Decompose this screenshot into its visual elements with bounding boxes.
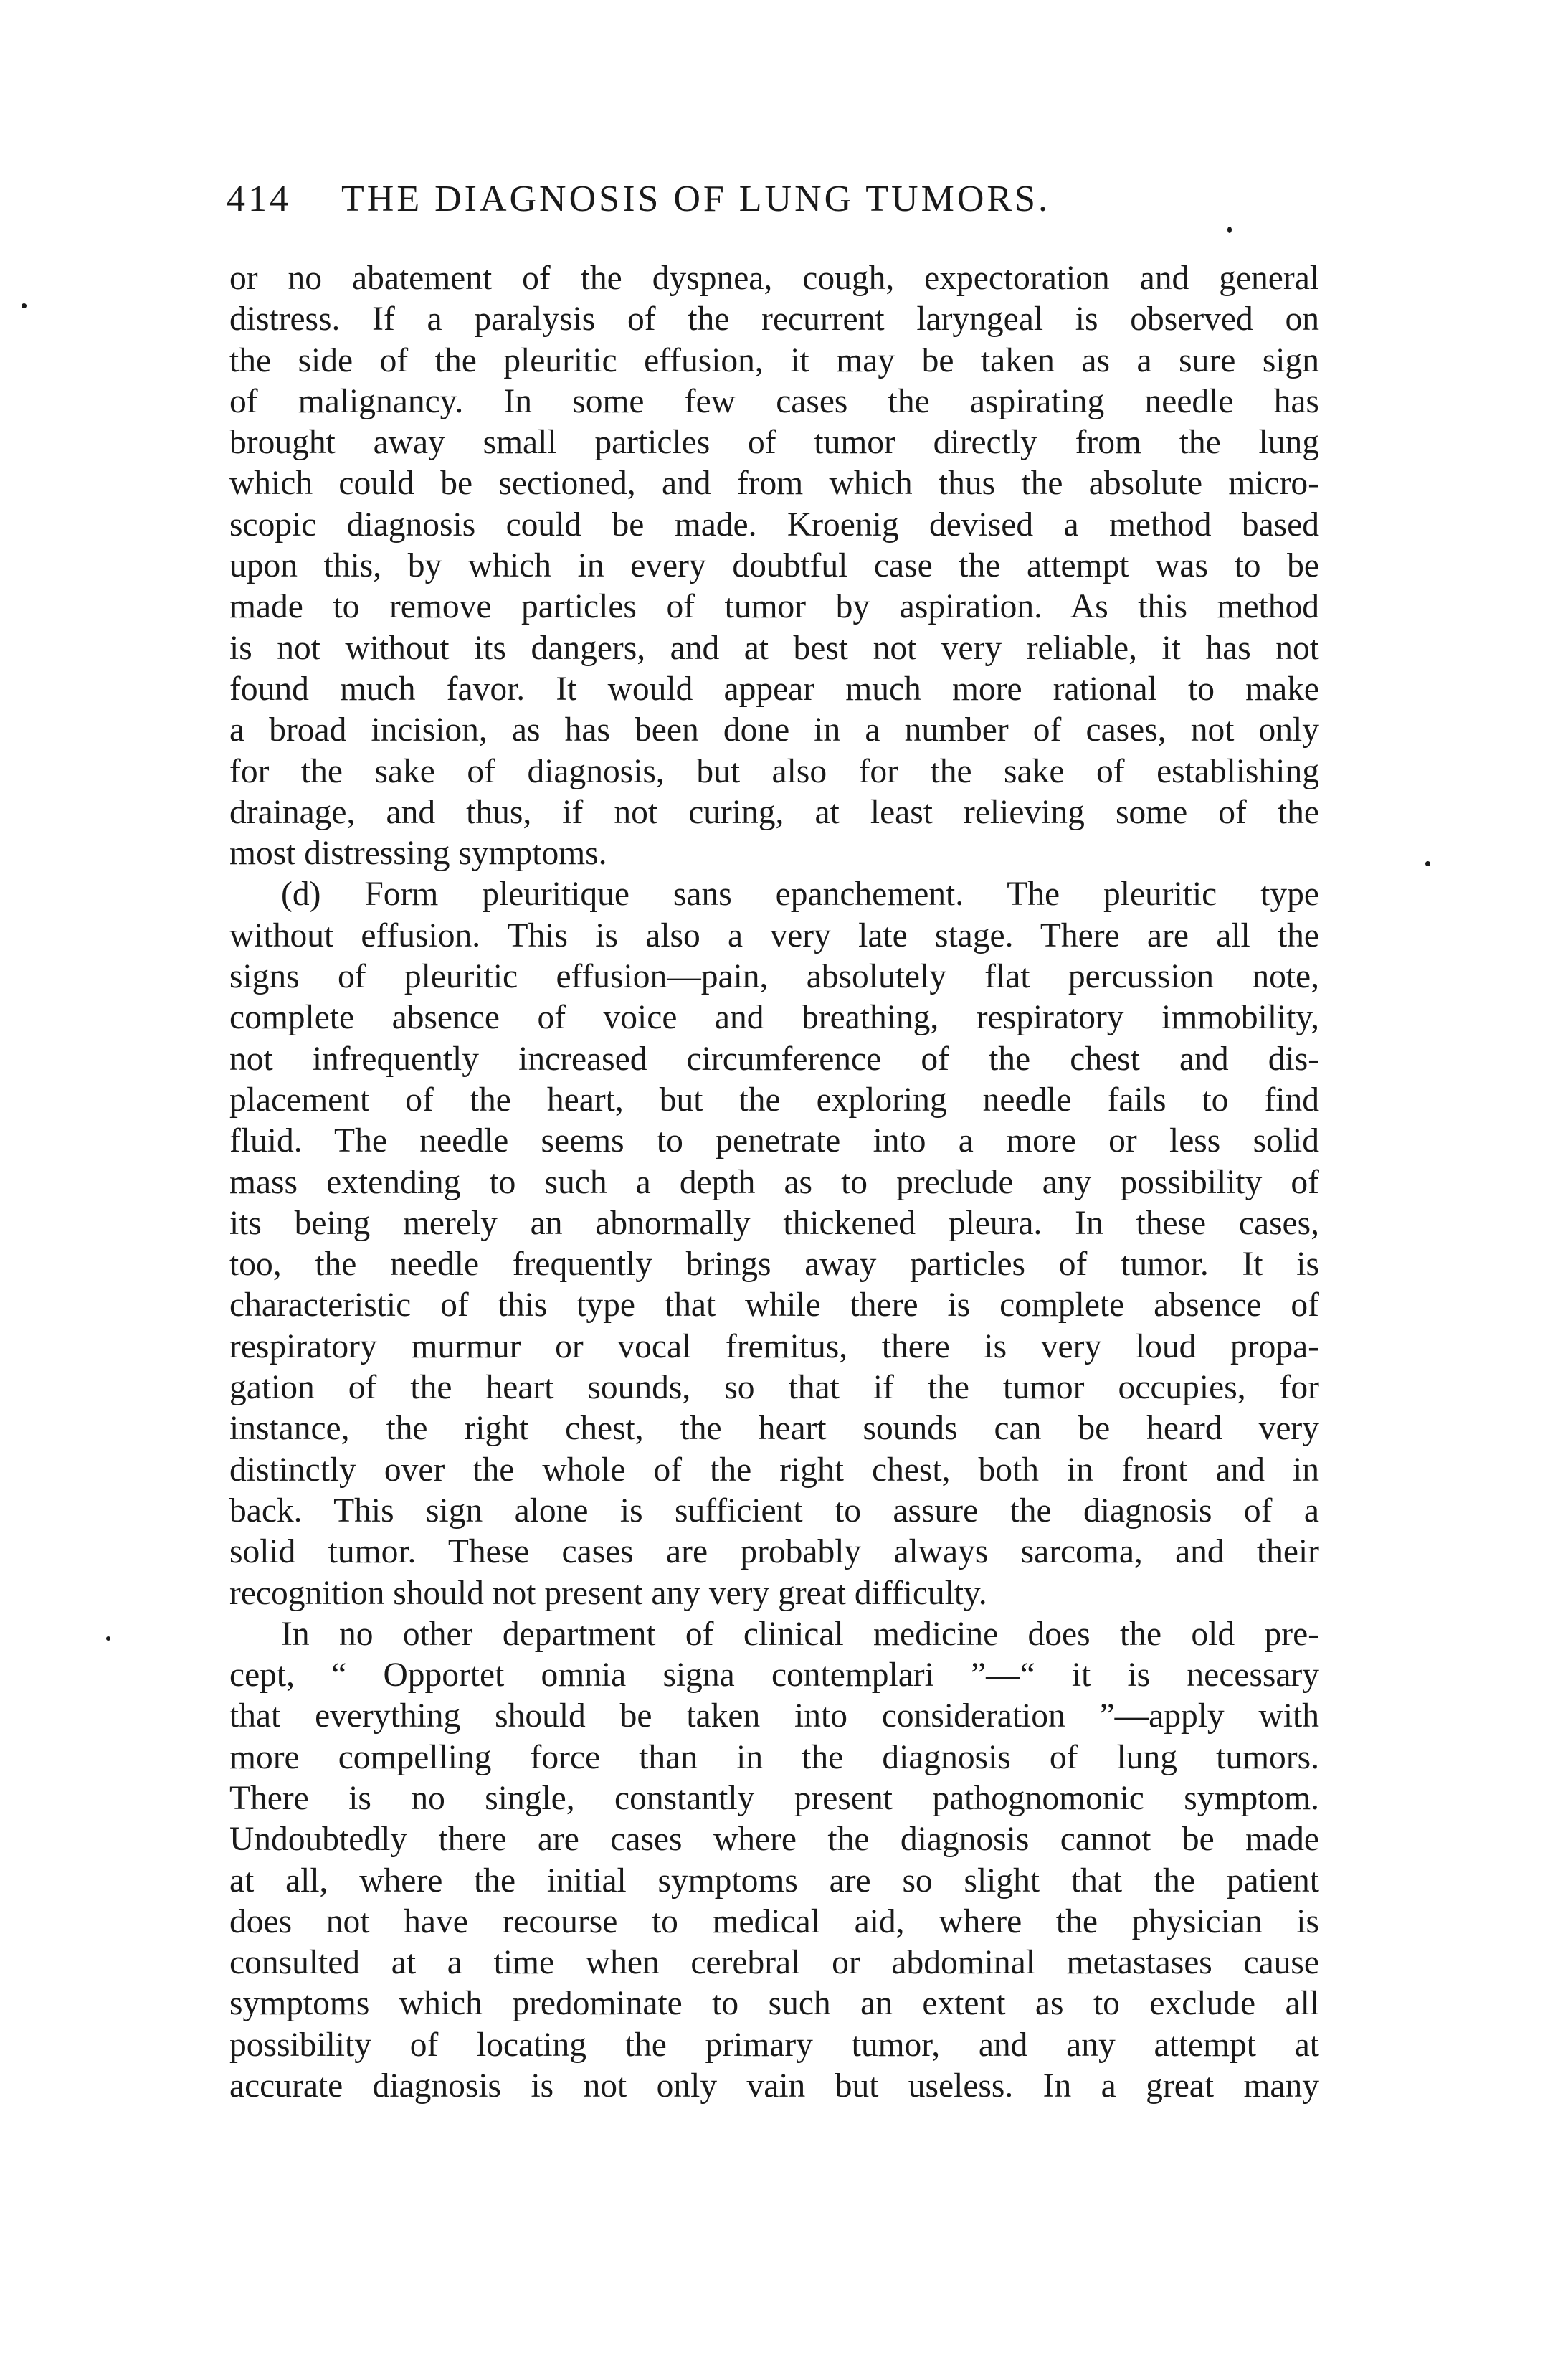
text-line: the side of the pleuritic effusion, it may be taken as a sure sign xyxy=(229,341,1319,379)
text-line: for the sake of diagnosis, but also for the sake of establishing xyxy=(229,752,1319,790)
text-line: fluid. The needle seems to penetrate into a more or less solid xyxy=(229,1122,1319,1160)
text-line: Undoubtedly there are cases where the diagnosis cannot be made xyxy=(229,1821,1319,1859)
text-line: possibility of locating the primary tumor, and any attempt at xyxy=(229,2026,1319,2064)
text-line: without effusion. This is also a very late stage. There are all the xyxy=(229,916,1319,954)
body-text xyxy=(229,258,1319,2107)
text-line: which could be sectioned, and from which thus the absolute micro- xyxy=(229,465,1319,503)
text-line: upon this, by which in every doubtful case the attempt was to be xyxy=(229,547,1319,585)
text-line: signs of pleuritic effusion—pain, absolutely flat percussion note, xyxy=(229,958,1319,996)
text-line: most distressing symptoms. xyxy=(229,835,607,873)
text-line: In no other department of clinical medicine does the old pre- xyxy=(281,1615,1319,1653)
text-line: made to remove particles of tumor by aspiration. As this method xyxy=(229,588,1319,626)
text-line: symptoms which predominate to such an extent as to exclude all xyxy=(229,1985,1319,2023)
scan-speck xyxy=(106,1636,110,1641)
text-line: respiratory murmur or vocal fremitus, there is very loud propa- xyxy=(229,1327,1319,1365)
text-line: does not have recourse to medical aid, where the physician is xyxy=(229,1902,1319,1940)
text-line: drainage, and thus, if not curing, at least relieving some of the xyxy=(229,793,1319,831)
running-head xyxy=(227,178,1345,220)
text-line: mass extending to such a depth as to preclude any possibility of xyxy=(229,1163,1319,1201)
page-number: 414 xyxy=(227,179,291,219)
text-line: is not without its dangers, and at best not very reliable, it has not xyxy=(229,629,1319,667)
text-line: back. This sign alone is sufficient to assure the diagnosis of a xyxy=(229,1491,1319,1530)
text-line: found much favor. It would appear much more rational to make xyxy=(229,670,1319,708)
text-line: solid tumor. These cases are probably always sarcoma, and their xyxy=(229,1533,1319,1571)
running-title: THE DIAGNOSIS OF LUNG TUMORS. xyxy=(341,179,1050,219)
text-line: distinctly over the whole of the right chest, both in front and in xyxy=(229,1451,1319,1489)
text-line: at all, where the initial symptoms are so slight that the patient xyxy=(229,1862,1319,1900)
text-line: instance, the right chest, the heart sounds can be heard very xyxy=(229,1410,1319,1448)
text-line: more compelling force than in the diagnosis of lung tumors. xyxy=(229,1738,1319,1776)
text-line: recognition should not present any very great difficulty. xyxy=(229,1574,987,1612)
text-line: consulted at a time when cerebral or abdominal metastases cause xyxy=(229,1944,1319,1982)
text-line: brought away small particles of tumor directly from the lung xyxy=(229,424,1319,462)
text-line: There is no single, constantly present pathognomonic symptom. xyxy=(229,1779,1319,1817)
text-line: its being merely an abnormally thickened pleura. In these cases, xyxy=(229,1204,1319,1242)
text-line: or no abatement of the dyspnea, cough, expectoration and general xyxy=(229,260,1319,297)
text-line: complete absence of voice and breathing, respiratory immobility, xyxy=(229,999,1319,1037)
text-line: placement of the heart, but the exploring needle fails to find xyxy=(229,1081,1319,1119)
scan-speck xyxy=(22,303,27,308)
text-line: distress. If a paralysis of the recurrent laryngeal is observed on xyxy=(229,300,1319,338)
text-line: a broad incision, as has been done in a number of cases, not only xyxy=(229,711,1319,749)
text-line: that everything should be taken into consideration ”—apply with xyxy=(229,1697,1319,1735)
text-line: too, the needle frequently brings away particles of tumor. It is xyxy=(229,1246,1319,1284)
text-line: cept, “ Opportet omnia signa contemplari ”—“ it is necessary xyxy=(229,1656,1319,1694)
text-line: accurate diagnosis is not only vain but useless. In a great many xyxy=(229,2067,1319,2105)
text-line: of malignancy. In some few cases the aspirating needle has xyxy=(229,382,1319,420)
text-line: (d) Form pleuritique sans epanchement. The pleuritic type xyxy=(281,876,1319,914)
text-line: scopic diagnosis could be made. Kroenig devised a method based xyxy=(229,506,1319,544)
text-line: gation of the heart sounds, so that if the tumor occupies, for xyxy=(229,1369,1319,1407)
scan-speck xyxy=(1425,861,1430,866)
scan-speck xyxy=(1227,227,1232,233)
text-line: not infrequently increased circumference of the chest and dis- xyxy=(229,1040,1319,1078)
text-line: characteristic of this type that while there is complete absence of xyxy=(229,1286,1319,1324)
